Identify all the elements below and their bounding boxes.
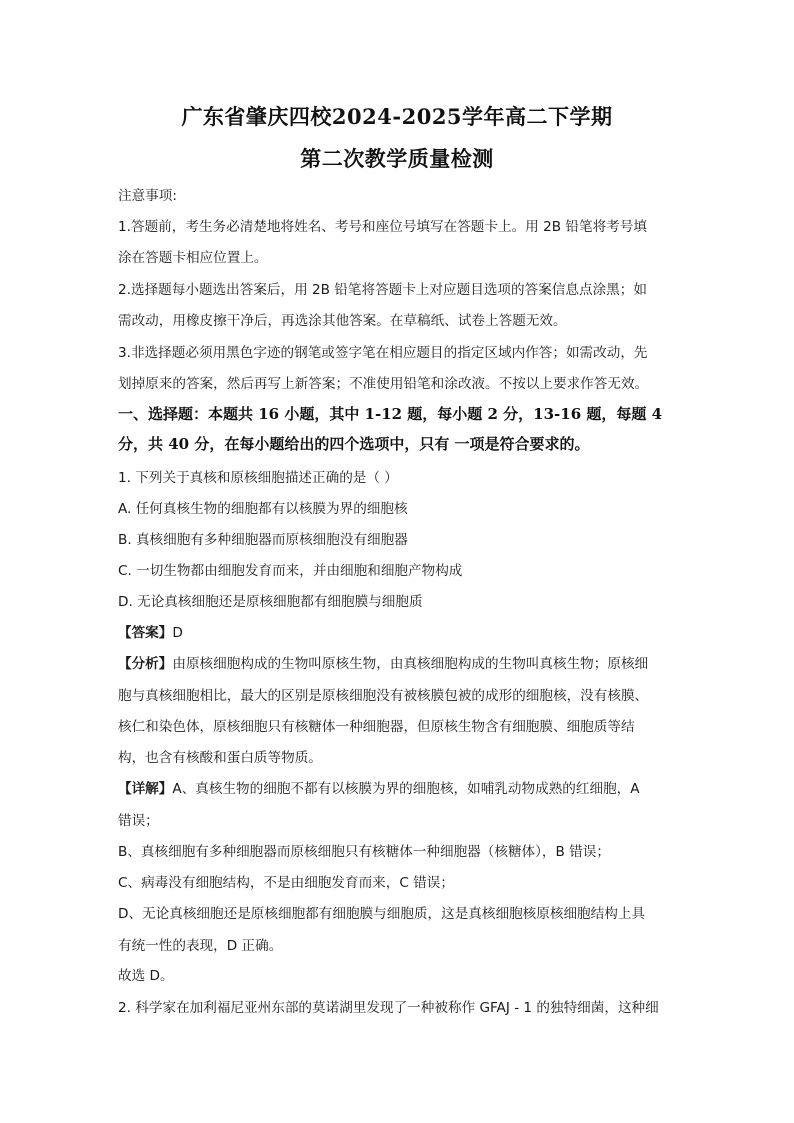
notice-line: 1.答题前，考生务必清楚地将姓名、考号和座位号填写在答题卡上。用 2B 铅笔将考号填 [118,219,647,235]
question-1-option-a: A. 任何真核生物的细胞都有以核膜为界的细胞核 [118,501,408,517]
analysis-text: 由原核细胞构成的生物叫原核生物，由真核细胞构成的生物叫真核生物；原核细 [172,656,649,672]
analysis-line: 核仁和染色体，原核细胞只有核糖体一种细胞器，但原核生物含有细胞膜、细胞质等结 [118,719,635,735]
detail-line: D、无论真核细胞还是原核细胞都有细胞膜与细胞质，这是真核细胞核原核细胞结构上具 [118,906,646,922]
detail-line: C、病毒没有细胞结构，不是由细胞发育而来，C 错误； [118,875,454,891]
section-heading-cont: 分，共 40 分，在每小题给出的四个选项中，只有 一项是符合要求的。 [118,435,590,453]
question-1-option-b: B. 真核细胞有多种细胞器而原核细胞没有细胞器 [118,532,408,548]
section-heading: 一、选择题：本题共 16 小题，其中 1-12 题，每小题 2 分，13-16 题，每题 4 [118,405,663,423]
answer-tag: 【答案】 [118,625,173,641]
detail-line: 错误； [118,813,159,829]
notice-heading: 注意事项: [118,188,177,204]
analysis-line: 构，也含有核酸和蛋白质等物质。 [118,750,322,766]
question-1-option-d: D. 无论真核细胞还是原核细胞都有细胞膜与细胞质 [118,594,423,610]
detail-line: B、真核细胞有多种细胞器而原核细胞只有核糖体一种细胞器（核糖体），B 错误； [118,844,610,860]
question-1-option-c: C. 一切生物都由细胞发育而来，并由细胞和细胞产物构成 [118,563,463,579]
question-1-stem: 1. 下列关于真核和原核细胞描述正确的是（ ） [118,470,398,486]
analysis-line [118,654,648,674]
detail-line: 有统一性的表现，D 正确。 [118,938,283,954]
notice-line: 2.选择题每小题选出答案后，用 2B 铅笔将答题卡上对应题目选项的答案信息点涂黑；如 [118,282,647,298]
conclusion-line: 故选 D。 [118,968,174,984]
notice-line: 涂在答题卡相应位置上。 [118,250,268,266]
detail-tag: 【详解】 [118,781,173,797]
answer-value: D [172,625,183,641]
analysis-line: 胞与真核细胞相比，最大的区别是原核细胞没有被核膜包被的成形的细胞核，没有核膜、 [118,688,649,704]
document-subtitle: 第二次教学质量检测 [300,146,494,171]
detail-text: A、真核生物的细胞不都有以核膜为界的细胞核，如哺乳动物成熟的红细胞，A [172,781,640,797]
answer-line [118,623,183,643]
notice-line: 3.非选择题必须用黑色字迹的钢笔或签字笔在相应题目的指定区域内作答；如需改动，先 [118,345,648,361]
notice-line: 划掉原来的答案，然后再写上新答案；不准使用铅笔和涂改液。不按以上要求作答无效。 [118,376,649,392]
notice-line: 需改动，用橡皮擦干净后，再选涂其他答案。在草稿纸、试卷上答题无效。 [118,313,567,329]
analysis-tag: 【分析】 [118,656,173,672]
question-2-stem: 2. 科学家在加利福尼亚州东部的莫诺湖里发现了一种被称作 GFAJ - 1 的独特细菌，这种细 [118,1000,659,1016]
document-title: 广东省肇庆四校2024-2025学年高二下学期 [181,104,613,129]
detail-line [118,779,640,799]
